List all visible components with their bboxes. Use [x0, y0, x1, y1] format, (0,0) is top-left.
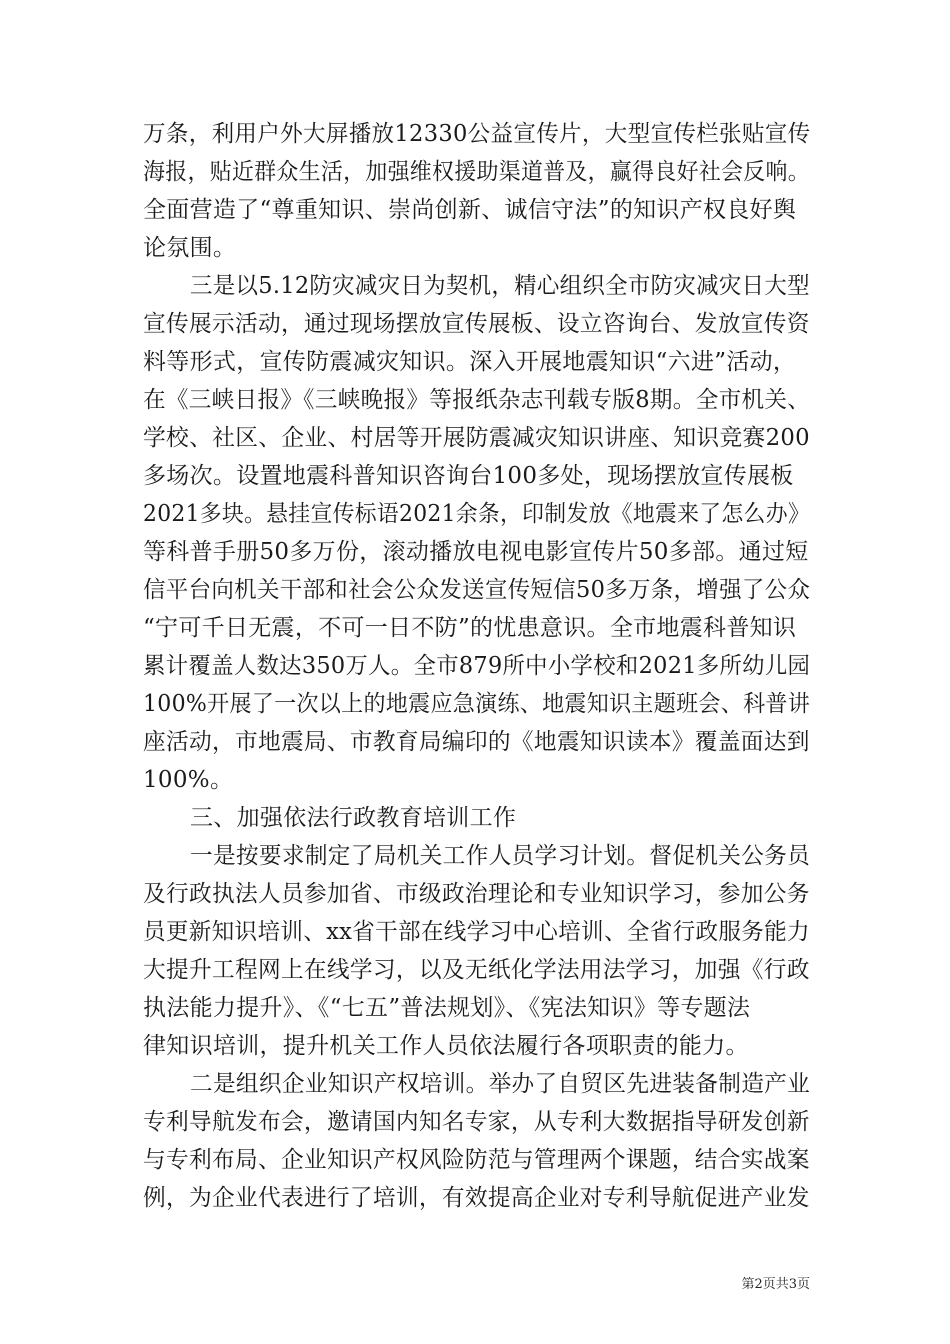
page-number: 第2页共3页 — [741, 1277, 810, 1292]
section-heading: 三、加强依法行政教育培训工作 — [190, 805, 517, 831]
paragraph-line: 100%。 — [143, 767, 234, 793]
paragraph-line: 100%开展了一次以上的地震应急演练、地震知识主题班会、科普讲 — [143, 691, 811, 717]
paragraph-line: 等科普手册50多万份，滚动播放电视电影宣传片50多部。通过短 — [143, 539, 809, 565]
paragraph-line: 全面营造了“尊重知识、崇尚创新、诚信守法”的知识产权良好舆 — [143, 197, 797, 223]
paragraph-line: 大提升工程网上在线学习，以及无纸化学法用法学习，加强《行政 — [143, 957, 810, 983]
paragraph-line: 与专利布局、企业知识产权风险防范与管理两个课题，结合实战案 — [143, 1147, 810, 1173]
paragraph-line: 料等形式，宣传防震减灾知识。深入开展地震知识“六进”活动， — [143, 349, 797, 375]
paragraph-line: 员更新知识培训、xx省干部在线学习中心培训、全省行政服务能力 — [143, 919, 810, 945]
paragraph-line: 学校、社区、企业、村居等开展防震减灾知识讲座、知识竞赛200 — [143, 425, 810, 451]
paragraph-line: 多场次。设置地震科普知识咨询台100多处，现场摆放宣传展板 — [143, 463, 794, 489]
paragraph-line: 一是按要求制定了局机关工作人员学习计划。督促机关公务员 — [190, 843, 811, 869]
paragraph-line: 宣传展示活动，通过现场摆放宣传展板、设立咨询台、发放宣传资 — [143, 311, 810, 337]
paragraph-line: 2021多块。悬挂宣传标语2021余条，印制发放《地震来了怎么办》 — [143, 501, 810, 527]
paragraph-line: 累计覆盖人数达350万人。全市879所中小学校和2021多所幼儿园 — [143, 653, 811, 679]
paragraph-line: 在《三峡日报》《三峡晚报》等报纸杂志刊载专版8期。全市机关、 — [143, 387, 811, 413]
paragraph-line: 二是组织企业知识产权培训。举办了自贸区先进装备制造产业 — [190, 1071, 811, 1097]
paragraph-line: 万条，利用户外大屏播放12330公益宣传片，大型宣传栏张贴宣传 — [143, 121, 811, 147]
paragraph-line: “宁可千日无震，不可一日不防”的忧患意识。全市地震科普知识 — [143, 615, 797, 641]
paragraph-line: 论氛围。 — [143, 235, 237, 261]
paragraph-line: 三是以5.12防灾减灾日为契机，精心组织全市防灾减灾日大型 — [190, 273, 810, 299]
paragraph-line: 例，为企业代表进行了培训，有效提高企业对专利导航促进产业发 — [143, 1185, 810, 1211]
paragraph-line: 执法能力提升》、《“七五”普法规划》、《宪法知识》等专题法 — [143, 995, 751, 1021]
paragraph-line: 座活动，市地震局、市教育局编印的《地震知识读本》覆盖面达到 — [143, 729, 810, 755]
paragraph-line: 海报，贴近群众生活，加强维权援助渠道普及，赢得良好社会反响。 — [143, 159, 810, 185]
paragraph-line: 及行政执法人员参加省、市级政治理论和专业知识学习，参加公务 — [143, 881, 810, 907]
paragraph-line: 专利导航发布会，邀请国内知名专家，从专利大数据指导研发创新 — [143, 1109, 810, 1135]
paragraph-line: 信平台向机关干部和社会公众发送宣传短信50多万条，增强了公众 — [143, 577, 811, 603]
paragraph-line: 律知识培训，提升机关工作人员依法履行各项职责的能力。 — [143, 1033, 749, 1059]
